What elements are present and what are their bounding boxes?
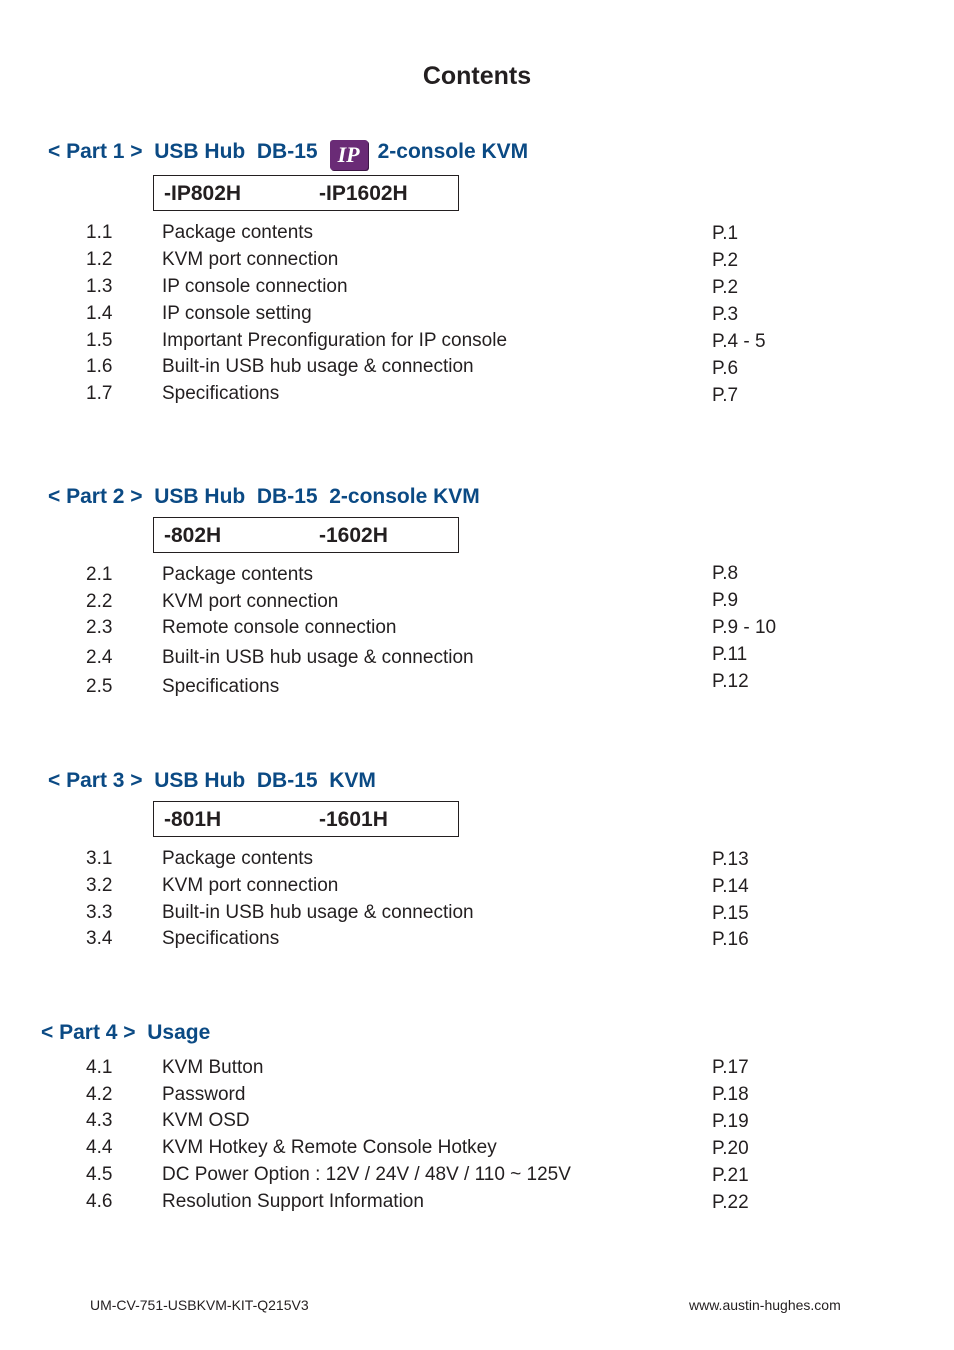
part-3-model-box (153, 801, 459, 837)
entry-title: Built-in USB hub usage & connection (162, 902, 474, 923)
part-4-label: < Part 4 > (41, 1021, 136, 1044)
entry-number: 4.4 (86, 1137, 113, 1158)
entry-title: Remote console connection (162, 617, 397, 638)
entry-title: IP console setting (162, 303, 312, 324)
footer-doc-code: UM-CV-751-USBKVM-KIT-Q215V3 (90, 1297, 309, 1313)
entry-number: 2.1 (86, 564, 113, 585)
entry-page: P.4 - 5 (712, 331, 766, 352)
part-2-title: USB Hub DB-15 2-console KVM (154, 485, 480, 508)
entry-number: 2.2 (86, 591, 113, 612)
part-2-heading (48, 485, 480, 509)
entry-number: 4.1 (86, 1057, 113, 1078)
entry-page: P.15 (712, 903, 749, 924)
entry-title: Specifications (162, 928, 280, 949)
entry-page: P.17 (712, 1057, 749, 1078)
entry-title: Password (162, 1084, 246, 1105)
entry-page: P.12 (712, 671, 749, 692)
entry-page: P.9 (712, 590, 739, 611)
footer-website: www.austin-hughes.com (689, 1297, 841, 1313)
entry-page: P.2 (712, 277, 739, 298)
entry-title: KVM Hotkey & Remote Console Hotkey (162, 1137, 497, 1158)
entry-title: Package contents (162, 848, 314, 869)
entry-page: P.2 (712, 250, 739, 271)
part-1-title: USB Hub DB-15 (154, 140, 318, 163)
part-1-heading (48, 140, 528, 170)
model-name: -IP1602H (319, 182, 408, 205)
entry-number: 3.3 (86, 902, 113, 923)
entry-page: P.16 (712, 929, 749, 950)
part-2-label: < Part 2 > (48, 485, 143, 508)
entry-number: 4.2 (86, 1084, 113, 1105)
entry-page: P.13 (712, 849, 749, 870)
part-1-label: < Part 1 > (48, 140, 143, 163)
part-3-heading (48, 769, 376, 793)
entry-title: Resolution Support Information (162, 1191, 424, 1212)
ip-logo-icon: IP (330, 140, 368, 170)
model-name: -1601H (319, 808, 388, 831)
entry-number: 3.2 (86, 875, 113, 896)
entry-number: 1.6 (86, 356, 113, 377)
entry-number: 2.5 (86, 676, 113, 697)
entry-number: 4.3 (86, 1110, 113, 1131)
page-title: Contents (422, 62, 532, 90)
entry-page: P.3 (712, 304, 739, 325)
entry-number: 1.4 (86, 303, 113, 324)
entry-number: 1.1 (86, 222, 113, 243)
entry-title: Built-in USB hub usage & connection (162, 647, 474, 668)
model-name: -IP802H (164, 182, 242, 205)
entry-title: Important Preconfiguration for IP console (162, 330, 508, 351)
entry-page: P.21 (712, 1165, 749, 1186)
entry-title: KVM port connection (162, 591, 339, 612)
entry-page: P.18 (712, 1084, 749, 1105)
model-name: -801H (164, 808, 222, 831)
entry-title: DC Power Option : 12V / 24V / 48V / 110 ~ 125V (162, 1164, 571, 1185)
entry-number: 1.7 (86, 383, 113, 404)
entry-title: Package contents (162, 222, 314, 243)
entry-title: IP console connection (162, 276, 348, 297)
entry-title: Specifications (162, 676, 280, 697)
part-4-title: Usage (147, 1021, 211, 1044)
entry-page: P.6 (712, 358, 739, 379)
entry-title: KVM OSD (162, 1110, 250, 1131)
entry-page: P.20 (712, 1138, 749, 1159)
model-name: -1602H (319, 524, 388, 547)
model-name: -802H (164, 524, 222, 547)
entry-page: P.9 - 10 (712, 617, 777, 638)
entry-page: P.7 (712, 385, 739, 406)
entry-title: KVM port connection (162, 249, 339, 270)
entry-number: 4.6 (86, 1191, 113, 1212)
entry-page: P.19 (712, 1111, 749, 1132)
entry-number: 2.3 (86, 617, 113, 638)
entry-number: 3.1 (86, 848, 113, 869)
entry-page: P.11 (712, 644, 748, 665)
entry-number: 1.2 (86, 249, 113, 270)
entry-title: Specifications (162, 383, 280, 404)
entry-number: 2.4 (86, 647, 113, 668)
entry-page: P.1 (712, 223, 739, 244)
part-3-label: < Part 3 > (48, 769, 143, 792)
entry-number: 3.4 (86, 928, 113, 949)
entry-number: 1.3 (86, 276, 113, 297)
entry-title: Built-in USB hub usage & connection (162, 356, 474, 377)
entry-page: P.14 (712, 876, 749, 897)
part-1-subtitle: 2-console KVM (377, 140, 529, 163)
entry-title: Package contents (162, 564, 314, 585)
entry-title: KVM port connection (162, 875, 339, 896)
part-2-model-box (153, 517, 459, 553)
part-1-model-box (153, 175, 459, 211)
entry-page: P.8 (712, 563, 739, 584)
entry-page: P.22 (712, 1192, 749, 1213)
entry-number: 1.5 (86, 330, 113, 351)
part-4-heading (41, 1021, 210, 1045)
entry-number: 4.5 (86, 1164, 113, 1185)
part-3-title: USB Hub DB-15 KVM (154, 769, 376, 792)
entry-title: KVM Button (162, 1057, 264, 1078)
